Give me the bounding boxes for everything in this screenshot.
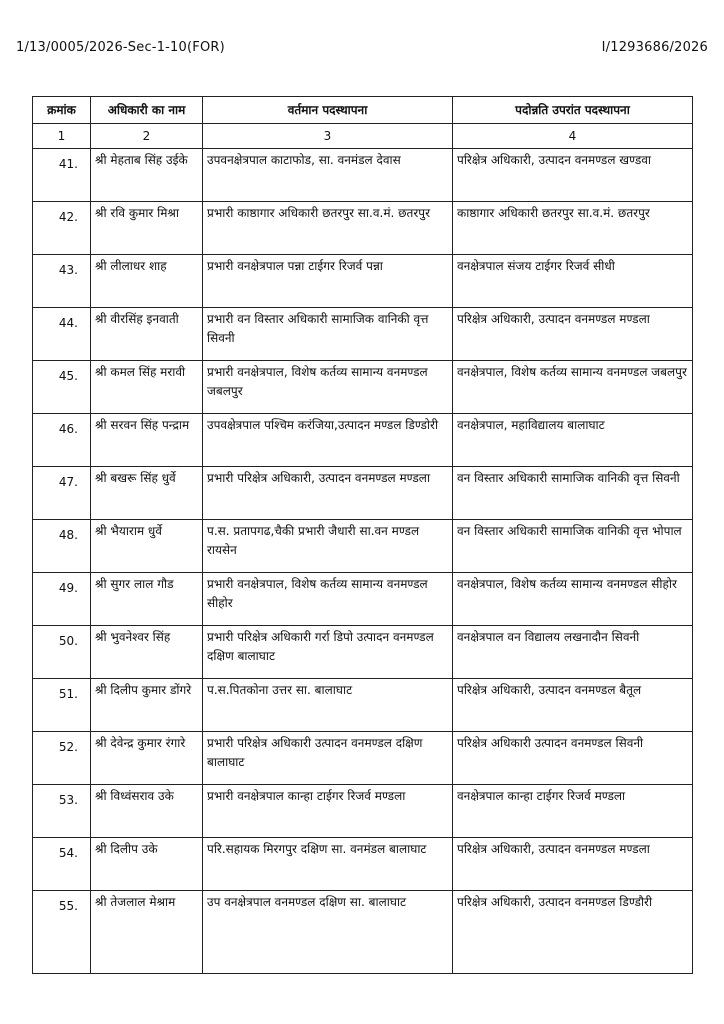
column-number: 1 [33, 124, 91, 149]
current-posting-cell: उपवनक्षेत्रपाल काटाफोड, सा. वनमंडल देवास [203, 149, 453, 202]
current-posting-cell: प्रभारी वनक्षेत्रपाल कान्हा टाईगर रिजर्व मण्डला [203, 785, 453, 838]
header-officer-name: अधिकारी का नाम [91, 97, 203, 124]
officer-name-cell: श्री सरवन सिंह पन्द्राम [91, 414, 203, 467]
table-row [33, 626, 693, 679]
table-row [33, 732, 693, 785]
table-row [33, 255, 693, 308]
serial-number-cell: 42. [33, 202, 91, 255]
officer-name-cell: श्री भैयाराम धुर्वे [91, 520, 203, 573]
officer-name-cell: श्री देवेन्द्र कुमार रंगारे [91, 732, 203, 785]
serial-number-cell: 49. [33, 573, 91, 626]
table-row [33, 573, 693, 626]
serial-number-cell: 51. [33, 679, 91, 732]
table-header-row [33, 97, 693, 124]
serial-number-cell: 47. [33, 467, 91, 520]
serial-number-cell: 44. [33, 308, 91, 361]
table-row [33, 520, 693, 573]
serial-number-cell: 54. [33, 838, 91, 891]
serial-number-cell: 46. [33, 414, 91, 467]
officer-name-cell: श्री बखरू सिंह धुर्वे [91, 467, 203, 520]
serial-number-cell: 53. [33, 785, 91, 838]
officer-name-cell: श्री भुवनेश्वर सिंह [91, 626, 203, 679]
header-current-posting: वर्तमान पदस्थापना [203, 97, 453, 124]
table-row [33, 361, 693, 414]
header-serial: क्रमांक [33, 97, 91, 124]
current-posting-cell: प्रभारी वनक्षेत्रपाल पन्ना टाईगर रिजर्व पन्ना [203, 255, 453, 308]
column-number-row [33, 124, 693, 149]
officer-name-cell: श्री तेजलाल मेश्राम [91, 891, 203, 974]
current-posting-cell: प.स. प्रतापगढ,चैकी प्रभारी जैधारी सा.वन मण्डल रायसेन [203, 520, 453, 573]
promoted-posting-cell: वनक्षेत्रपाल, विशेष कर्तव्य सामान्य वनमण्डल सीहोर [453, 573, 693, 626]
promoted-posting-cell: परिक्षेत्र अधिकारी, उत्पादन वनमण्डल मण्डला [453, 838, 693, 891]
table-row [33, 467, 693, 520]
promoted-posting-cell: वनक्षेत्रपाल वन विद्यालय लखनादौन सिवनी [453, 626, 693, 679]
table-row [33, 149, 693, 202]
current-posting-cell: उप वनक्षेत्रपाल वनमण्डल दक्षिण सा. बालाघाट [203, 891, 453, 974]
promoted-posting-cell: परिक्षेत्र अधिकारी, उत्पादन वनमण्डल बैतूल [453, 679, 693, 732]
current-posting-cell: परि.सहायक मिरगपुर दक्षिण सा. वनमंडल बालाघाट [203, 838, 453, 891]
officer-name-cell: श्री सुगर लाल गौड [91, 573, 203, 626]
promoted-posting-cell: परिक्षेत्र अधिकारी, उत्पादन वनमण्डल खण्डवा [453, 149, 693, 202]
current-posting-cell: प्रभारी वनक्षेत्रपाल, विशेष कर्तव्य सामान्य वनमण्डल जबलपुर [203, 361, 453, 414]
officer-name-cell: श्री रवि कुमार मिश्रा [91, 202, 203, 255]
table-row [33, 785, 693, 838]
file-reference-right: I/1293686/2026 [601, 40, 708, 55]
serial-number-cell: 55. [33, 891, 91, 974]
officer-name-cell: श्री दिलीप कुमार डोंगरे [91, 679, 203, 732]
serial-number-cell: 48. [33, 520, 91, 573]
promotion-posting-table [32, 96, 693, 974]
column-number: 4 [453, 124, 693, 149]
promoted-posting-cell: वनक्षेत्रपाल, विशेष कर्तव्य सामान्य वनमण्डल जबलपुर [453, 361, 693, 414]
promoted-posting-cell: परिक्षेत्र अधिकारी, उत्पादन वनमण्डल मण्डला [453, 308, 693, 361]
table-row [33, 308, 693, 361]
column-number: 3 [203, 124, 453, 149]
file-reference-left: 1/13/0005/2026-Sec-1-10(FOR) [16, 40, 225, 55]
promoted-posting-cell: परिक्षेत्र अधिकारी, उत्पादन वनमण्डल डिण्डौरी [453, 891, 693, 974]
serial-number-cell: 50. [33, 626, 91, 679]
officer-name-cell: श्री लीलाधर शाह [91, 255, 203, 308]
current-posting-cell: प्रभारी वन विस्तार अधिकारी सामाजिक वानिकी वृत्त सिवनी [203, 308, 453, 361]
header-post-promotion-posting: पदोन्नति उपरांत पदस्थापना [453, 97, 693, 124]
current-posting-cell: प्रभारी परिक्षेत्र अधिकारी गर्रा डिपो उत्पादन वनमण्डल दक्षिण बालाघाट [203, 626, 453, 679]
promoted-posting-cell: काष्ठागार अधिकारी छतरपुर सा.व.मं. छतरपुर [453, 202, 693, 255]
current-posting-cell: उपवक्षेत्रपाल पश्चिम करंजिया,उत्पादन मण्डल डिण्डोरी [203, 414, 453, 467]
officer-name-cell: श्री विध्वंसराव उके [91, 785, 203, 838]
table-row [33, 679, 693, 732]
officer-name-cell: श्री मेहताब सिंह उईके [91, 149, 203, 202]
serial-number-cell: 41. [33, 149, 91, 202]
table-row [33, 891, 693, 974]
officer-name-cell: श्री वीरसिंह इनवाती [91, 308, 203, 361]
current-posting-cell: प.स.पितकोना उत्तर सा. बालाघाट [203, 679, 453, 732]
promoted-posting-cell: वनक्षेत्रपाल, महाविद्यालय बालाघाट [453, 414, 693, 467]
serial-number-cell: 43. [33, 255, 91, 308]
current-posting-cell: प्रभारी वनक्षेत्रपाल, विशेष कर्तव्य सामान्य वनमण्डल सीहोर [203, 573, 453, 626]
table-row [33, 202, 693, 255]
officer-name-cell: श्री दिलीप उके [91, 838, 203, 891]
officer-name-cell: श्री कमल सिंह मरावी [91, 361, 203, 414]
promoted-posting-cell: वन विस्तार अधिकारी सामाजिक वानिकी वृत्त सिवनी [453, 467, 693, 520]
promoted-posting-cell: वन विस्तार अधिकारी सामाजिक वानिकी वृत्त भोपाल [453, 520, 693, 573]
promoted-posting-cell: वनक्षेत्रपाल संजय टाईगर रिजर्व सीधी [453, 255, 693, 308]
table-row [33, 414, 693, 467]
table-row [33, 838, 693, 891]
promoted-posting-cell: वनक्षेत्रपाल कान्हा टाईगर रिजर्व मण्डला [453, 785, 693, 838]
column-number: 2 [91, 124, 203, 149]
current-posting-cell: प्रभारी काष्ठागार अधिकारी छतरपुर सा.व.मं. छतरपुर [203, 202, 453, 255]
serial-number-cell: 45. [33, 361, 91, 414]
serial-number-cell: 52. [33, 732, 91, 785]
current-posting-cell: प्रभारी परिक्षेत्र अधिकारी, उत्पादन वनमण्डल मण्डला [203, 467, 453, 520]
promoted-posting-cell: परिक्षेत्र अधिकारी उत्पादन वनमण्डल सिवनी [453, 732, 693, 785]
current-posting-cell: प्रभारी परिक्षेत्र अधिकारी उत्पादन वनमण्डल दक्षिण बालाघाट [203, 732, 453, 785]
